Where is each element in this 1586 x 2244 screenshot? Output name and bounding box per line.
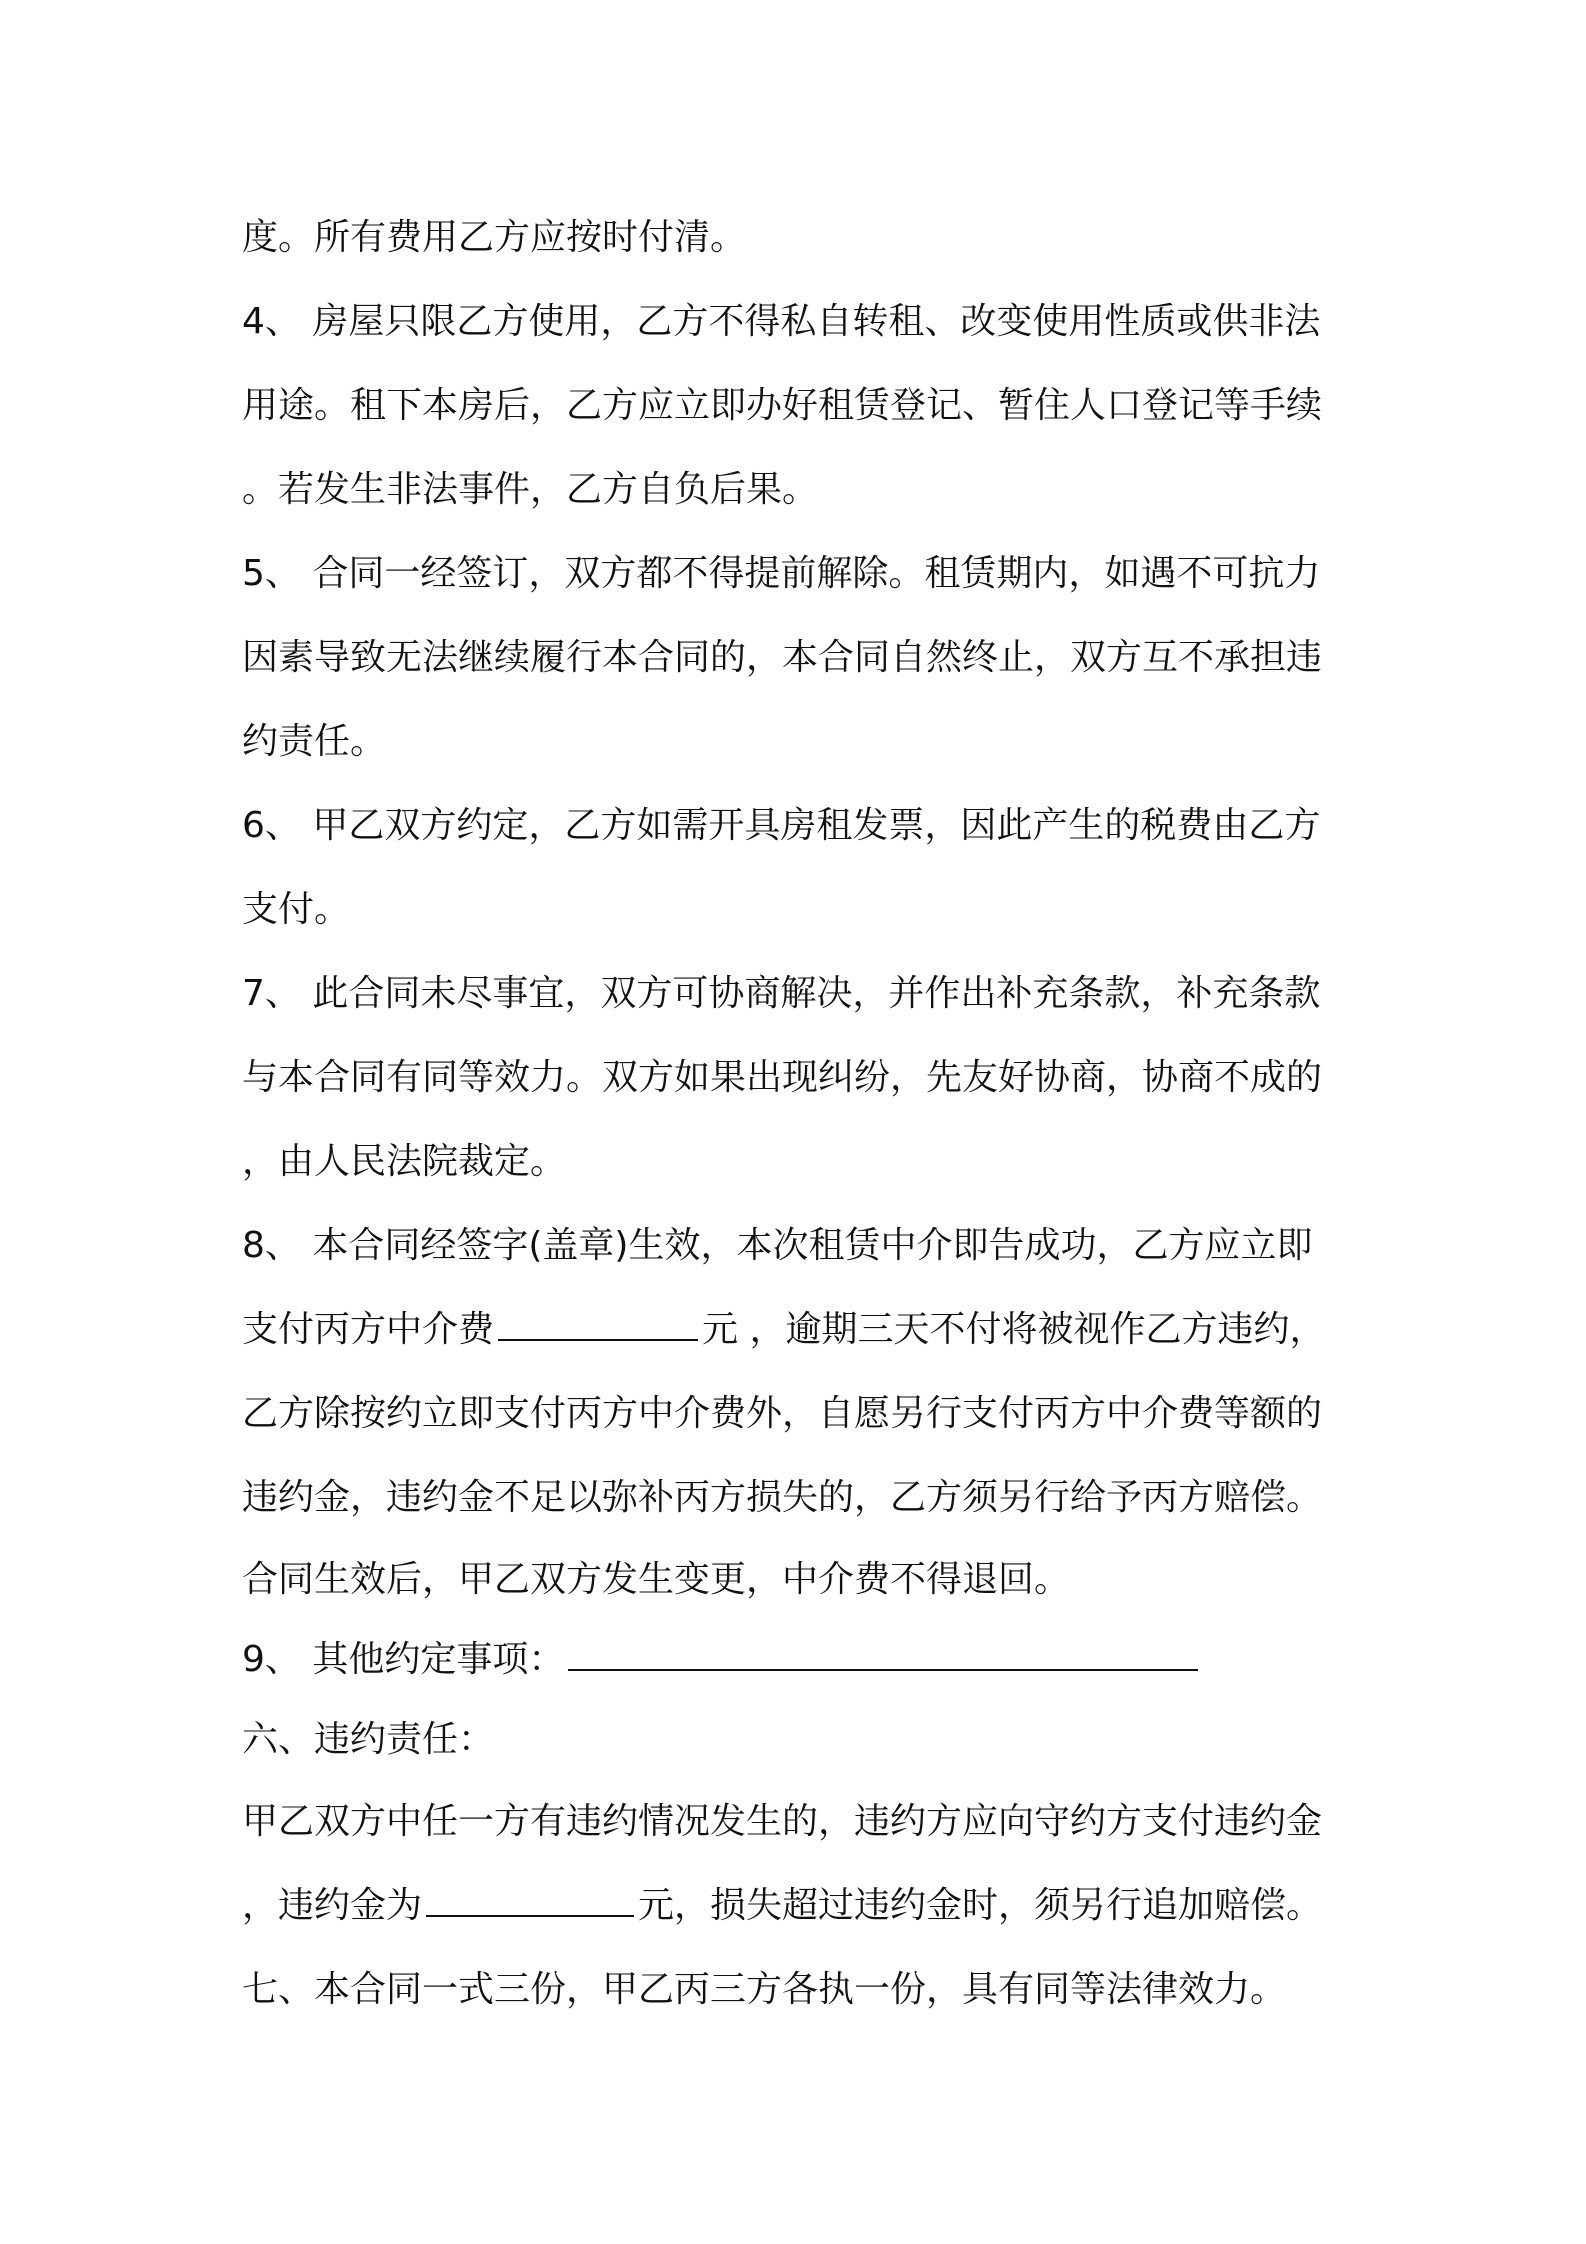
clause-9-line	[242, 1620, 1362, 1700]
clause-4-line-1: 4、 房屋只限乙方使用，乙方不得私自转租、改变使用性质或供非法	[242, 301, 1321, 342]
penalty-blank-field	[426, 1914, 634, 1917]
fee-blank-field	[498, 1338, 698, 1341]
clause-4-line-2: 用途。租下本房后，乙方应立即办好租赁登记、暂住人口登记等手续	[242, 385, 1323, 426]
penalty-unit-text: 元，损失超过违约金时，须另行追加赔偿。	[638, 1885, 1323, 1926]
clause-8-line-1: 8、 本合同经签字(盖章)生效，本次租赁中介即告成功，乙方应立即	[242, 1225, 1313, 1266]
fee-unit-text: 元 ，逾期三天不付将被视作乙方违约，	[702, 1309, 1326, 1350]
other-terms-label: 9、 其他约定事项：	[242, 1639, 565, 1680]
clause-5-line-3: 约责任。	[242, 721, 387, 762]
clause-6-line-1: 6、 甲乙双方约定，乙方如需开具房租发票，因此产生的税费由乙方	[242, 805, 1321, 846]
contract-body	[242, 196, 1362, 2032]
clause-8-line-4: 违约金，违约金不足以弥补丙方损失的，乙方须另行给予丙方赔偿。	[242, 1477, 1323, 1518]
section-7-line: 七、本合同一式三份，甲乙丙三方各执一份，具有同等法律效力。	[242, 1969, 1287, 2010]
clause-8-line-2	[242, 1288, 1362, 1372]
clause-8-line-3: 乙方除按约立即支付丙方中介费外，自愿另行支付丙方中介费等额的	[242, 1393, 1323, 1434]
fee-label: 支付丙方中介费	[242, 1309, 495, 1350]
clause-5-line-1: 5、 合同一经签订，双方都不得提前解除。租赁期内，如遇不可抗力	[242, 553, 1321, 594]
penalty-label: ，违约金为	[242, 1885, 423, 1926]
section-6-line-1: 甲乙双方中任一方有违约情况发生的，违约方应向守约方支付违约金	[242, 1801, 1323, 1842]
text-line: 度。所有费用乙方应按时付清。	[242, 217, 747, 258]
clause-8-line-5: 合同生效后，甲乙双方发生变更，中介费不得退回。	[242, 1559, 1071, 1600]
clause-7-line-3: ，由人民法院裁定。	[242, 1141, 567, 1182]
clause-4-line-3: 。若发生非法事件，乙方自负后果。	[242, 469, 819, 510]
other-terms-blank-field	[568, 1668, 1198, 1671]
clause-7-line-2: 与本合同有同等效力。双方如果出现纠纷，先友好协商，协商不成的	[242, 1057, 1323, 1098]
clause-7-line-1: 7、 此合同未尽事宜，双方可协商解决，并作出补充条款，补充条款	[242, 973, 1321, 1014]
section-6-line-2	[242, 1864, 1362, 1948]
section-6-heading: 六、违约责任：	[242, 1719, 495, 1760]
clause-5-line-2: 因素导致无法继续履行本合同的，本合同自然终止，双方互不承担违	[242, 637, 1323, 678]
clause-6-line-2: 支付。	[242, 889, 351, 930]
